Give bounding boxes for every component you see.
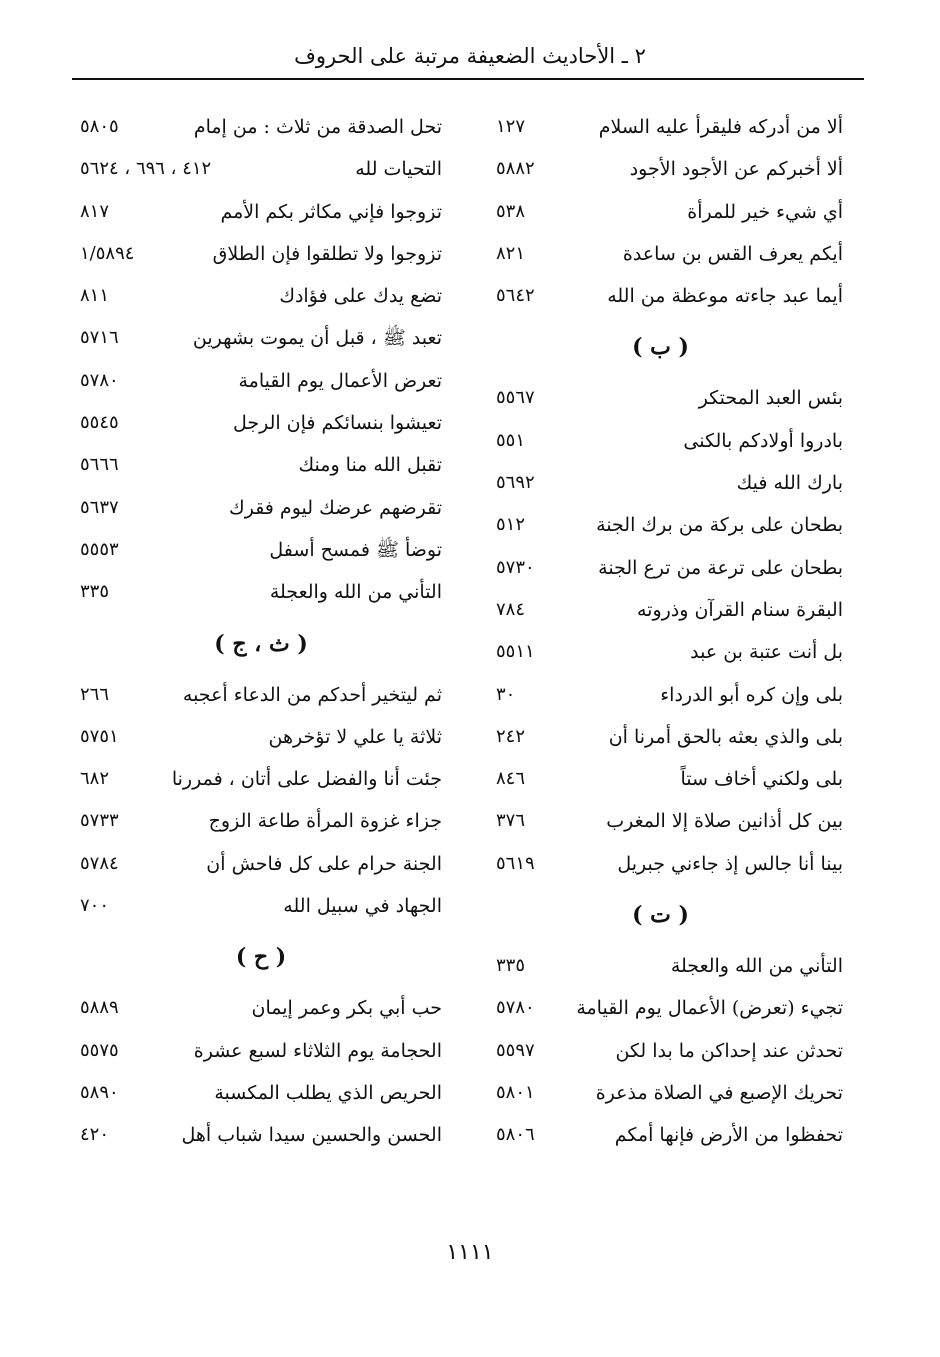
hadith-number: ٨١١ bbox=[80, 285, 110, 307]
hadith-number: ٣٧٦ bbox=[496, 810, 526, 832]
index-entry bbox=[478, 716, 843, 758]
section-heading: ( ب ) bbox=[632, 334, 689, 361]
index-entry bbox=[478, 987, 843, 1029]
hadith-text: الحريص الذي يطلب المكسبة bbox=[214, 1081, 442, 1104]
hadith-text: بطحان على بركة من برك الجنة bbox=[596, 514, 843, 537]
index-entry bbox=[80, 758, 442, 800]
hadith-text: ألا أخبركم عن الأجود الأجود bbox=[629, 158, 843, 181]
hadith-number: ٥٧٣٣ bbox=[80, 810, 119, 832]
hadith-number: ٥٧٣٠ bbox=[496, 556, 535, 578]
hadith-text: حب أبي بكر وعمر إيمان bbox=[251, 997, 442, 1020]
index-entry bbox=[80, 106, 442, 148]
hadith-text: أيما عبد جاءته موعظة من الله bbox=[607, 285, 843, 308]
index-entry bbox=[478, 420, 843, 462]
index-entry bbox=[478, 148, 843, 190]
hadith-number: ٥٥٥٣ bbox=[80, 538, 119, 560]
hadith-number: ٥٧١٦ bbox=[80, 327, 119, 349]
index-entry bbox=[80, 148, 442, 190]
hadith-number: ٧٨٤ bbox=[496, 598, 526, 620]
hadith-text: جزاء غزوة المرأة طاعة الزوج bbox=[208, 810, 442, 833]
index-entry bbox=[478, 945, 843, 987]
hadith-number: ٨١٧ bbox=[80, 200, 110, 222]
hadith-number: ٥١٢ bbox=[496, 514, 526, 536]
hadith-text: الحسن والحسين سيدا شباب أهل bbox=[181, 1124, 442, 1147]
index-entry bbox=[478, 1072, 843, 1114]
hadith-number: ٥٥٩٧ bbox=[496, 1039, 535, 1061]
hadith-number: ٥٧٨٠ bbox=[80, 369, 119, 391]
hadith-number: ٥٦١٩ bbox=[496, 852, 535, 874]
hadith-text: توضأ ﷺ فمسح أسفل bbox=[269, 538, 442, 561]
index-entry bbox=[478, 462, 843, 504]
hadith-text: تزوجوا فإني مكاثر بكم الأمم bbox=[220, 200, 442, 223]
index-entry bbox=[80, 402, 442, 444]
index-entry bbox=[478, 631, 843, 673]
index-entry bbox=[478, 758, 843, 800]
hadith-text: بلى والذي بعثه بالحق أمرنا أن bbox=[608, 725, 843, 748]
hadith-text: بينا أنا جالس إذ جاءني جبريل bbox=[617, 852, 843, 875]
index-entry bbox=[478, 504, 843, 546]
hadith-number: ٦٨٢ bbox=[80, 768, 110, 790]
hadith-number: ٥٥٤٥ bbox=[80, 412, 119, 434]
hadith-number: ٨٤٦ bbox=[496, 768, 526, 790]
hadith-number: ٥٦٤٢ bbox=[496, 285, 535, 307]
index-entry bbox=[478, 1114, 843, 1156]
hadith-number: ٥٨٠١ bbox=[496, 1081, 535, 1103]
hadith-number: ٣٣٥ bbox=[80, 581, 110, 603]
index-entry bbox=[80, 360, 442, 402]
hadith-text: التحيات لله bbox=[355, 158, 442, 181]
hadith-number: ٢٦٦ bbox=[80, 683, 110, 705]
page-header: ٢ ـ الأحاديث الضعيفة مرتبة على الحروف bbox=[294, 44, 646, 68]
hadith-number: ٥٧٨٠ bbox=[496, 997, 535, 1019]
hadith-text: التأني من الله والعجلة bbox=[269, 581, 442, 604]
index-entry bbox=[80, 1114, 442, 1156]
page-number: ١١١١ bbox=[446, 1240, 494, 1265]
hadith-number: ٥٥٧٥ bbox=[80, 1039, 119, 1061]
hadith-text: بئس العبد المحتكر bbox=[698, 387, 843, 410]
index-entry bbox=[478, 674, 843, 716]
hadith-number: ٥٥١ bbox=[496, 429, 526, 451]
hadith-text: بلى وإن كره أبو الدرداء bbox=[660, 683, 843, 706]
hadith-number: ٥٥٦٧ bbox=[496, 387, 535, 409]
hadith-text: تحل الصدقة من ثلاث : من إمام bbox=[193, 116, 442, 138]
index-entry bbox=[80, 1072, 442, 1114]
hadith-number: ٣٣٥ bbox=[496, 955, 526, 977]
index-entry bbox=[478, 589, 843, 631]
hadith-number: ١/٥٨٩٤ bbox=[80, 242, 135, 264]
section-heading: ( ت ) bbox=[632, 902, 689, 929]
hadith-text: تجيء (تعرض) الأعمال يوم القيامة bbox=[576, 997, 843, 1020]
index-entry bbox=[80, 444, 442, 486]
hadith-number: ٤٢٠ bbox=[80, 1124, 110, 1146]
index-entry bbox=[80, 987, 442, 1029]
index-entry bbox=[80, 716, 442, 758]
section-heading: ( ح ) bbox=[235, 944, 287, 971]
hadith-text: الجهاد في سبيل الله bbox=[283, 895, 442, 918]
index-entry bbox=[80, 191, 442, 233]
hadith-text: بلى ولكني أخاف ستاً bbox=[680, 768, 843, 791]
index-entry bbox=[478, 800, 843, 842]
index-entry bbox=[478, 233, 843, 275]
hadith-text: ثلاثة يا علي لا تؤخرهن bbox=[268, 725, 442, 748]
index-entry bbox=[80, 529, 442, 571]
hadith-text: التأني من الله والعجلة bbox=[670, 955, 843, 978]
hadith-text: جئت أنا والفضل على أتان ، فمررنا bbox=[171, 768, 442, 791]
hadith-text: البقرة سنام القرآن وذروته bbox=[636, 598, 843, 621]
hadith-number: ٥٨٨٢ bbox=[496, 158, 535, 180]
hadith-text: ألا من أدركه فليقرأ عليه السلام bbox=[598, 116, 843, 138]
index-entry bbox=[80, 674, 442, 716]
index-entry bbox=[478, 547, 843, 589]
hadith-text: بادروا أولادكم بالكنى bbox=[683, 429, 843, 452]
hadith-text: بين كل أذانين صلاة إلا المغرب bbox=[606, 810, 843, 833]
index-entry bbox=[80, 1030, 442, 1072]
hadith-number: ٥٧٨٤ bbox=[80, 852, 119, 874]
hadith-number: ٨٢١ bbox=[496, 242, 526, 264]
hadith-text: تعبد ﷺ ، قبل أن يموت بشهرين bbox=[192, 327, 442, 350]
index-entry bbox=[80, 233, 442, 275]
section-heading: ( ث ، ج ) bbox=[214, 630, 308, 657]
hadith-text: تعيشوا بنسائكم فإن الرجل bbox=[232, 412, 442, 435]
hadith-text: تزوجوا ولا تطلقوا فإن الطلاق bbox=[212, 242, 442, 265]
left-column bbox=[80, 106, 442, 1157]
index-entry bbox=[478, 377, 843, 419]
hadith-number: ٥٨٠٥ bbox=[80, 116, 119, 137]
hadith-number: ١٢٧ bbox=[496, 116, 526, 137]
index-entry bbox=[80, 275, 442, 317]
hadith-number: ٥٥١١ bbox=[496, 641, 535, 663]
hadith-text: تضع يدك على فؤادك bbox=[279, 285, 442, 308]
hadith-number: ٥٦٣٧ bbox=[80, 496, 119, 518]
index-entry bbox=[478, 1030, 843, 1072]
hadith-number: ٣٠ bbox=[496, 683, 516, 705]
hadith-text: بارك الله فيك bbox=[736, 472, 843, 495]
index-entry bbox=[478, 275, 843, 317]
index-entry bbox=[80, 571, 442, 613]
index-entry bbox=[478, 843, 843, 885]
index-entry bbox=[80, 885, 442, 927]
hadith-number: ٥٦٩٢ bbox=[496, 472, 535, 494]
hadith-number: ٥٨٩٠ bbox=[80, 1081, 119, 1103]
header-rule bbox=[72, 78, 864, 80]
hadith-number: ٤١٢ ، ٦٩٦ ، ٥٦٢٤ bbox=[80, 158, 212, 180]
hadith-text: أي شيء خير للمرأة bbox=[687, 200, 843, 223]
hadith-text: تقبل الله منا ومنك bbox=[298, 454, 442, 477]
index-entry bbox=[478, 106, 843, 148]
hadith-number: ٥٨٨٩ bbox=[80, 997, 119, 1019]
hadith-number: ٧٠٠ bbox=[80, 895, 110, 917]
hadith-text: الجنة حرام على كل فاحش أن bbox=[206, 852, 442, 875]
hadith-number: ٥٨٠٦ bbox=[496, 1124, 535, 1146]
hadith-text: أيكم يعرف القس بن ساعدة bbox=[622, 242, 843, 265]
hadith-text: تقرضهم عرضك ليوم فقرك bbox=[229, 496, 442, 519]
right-column bbox=[478, 106, 843, 1157]
hadith-text: الحجامة يوم الثلاثاء لسبع عشرة bbox=[193, 1039, 442, 1062]
hadith-text: تحفظوا من الأرض فإنها أمكم bbox=[614, 1124, 843, 1147]
hadith-text: بل أنت عتبة بن عبد bbox=[690, 641, 843, 664]
hadith-text: بطحان على ترعة من ترع الجنة bbox=[598, 556, 843, 579]
hadith-number: ٥٣٨ bbox=[496, 200, 526, 222]
index-entry bbox=[80, 800, 442, 842]
hadith-text: تحدثن عند إحداكن ما بدا لكن bbox=[615, 1039, 843, 1062]
hadith-number: ٥٦٦٦ bbox=[80, 454, 119, 476]
hadith-text: ثم ليتخير أحدكم من الدعاء أعجبه bbox=[182, 683, 442, 706]
hadith-text: تحريك الإصبع في الصلاة مذعرة bbox=[595, 1081, 843, 1104]
index-entry bbox=[80, 487, 442, 529]
index-entry bbox=[80, 843, 442, 885]
index-entry bbox=[80, 317, 442, 359]
index-entry bbox=[478, 191, 843, 233]
hadith-text: تعرض الأعمال يوم القيامة bbox=[238, 369, 442, 392]
hadith-number: ٥٧٥١ bbox=[80, 725, 119, 747]
hadith-number: ٢٤٢ bbox=[496, 725, 526, 747]
